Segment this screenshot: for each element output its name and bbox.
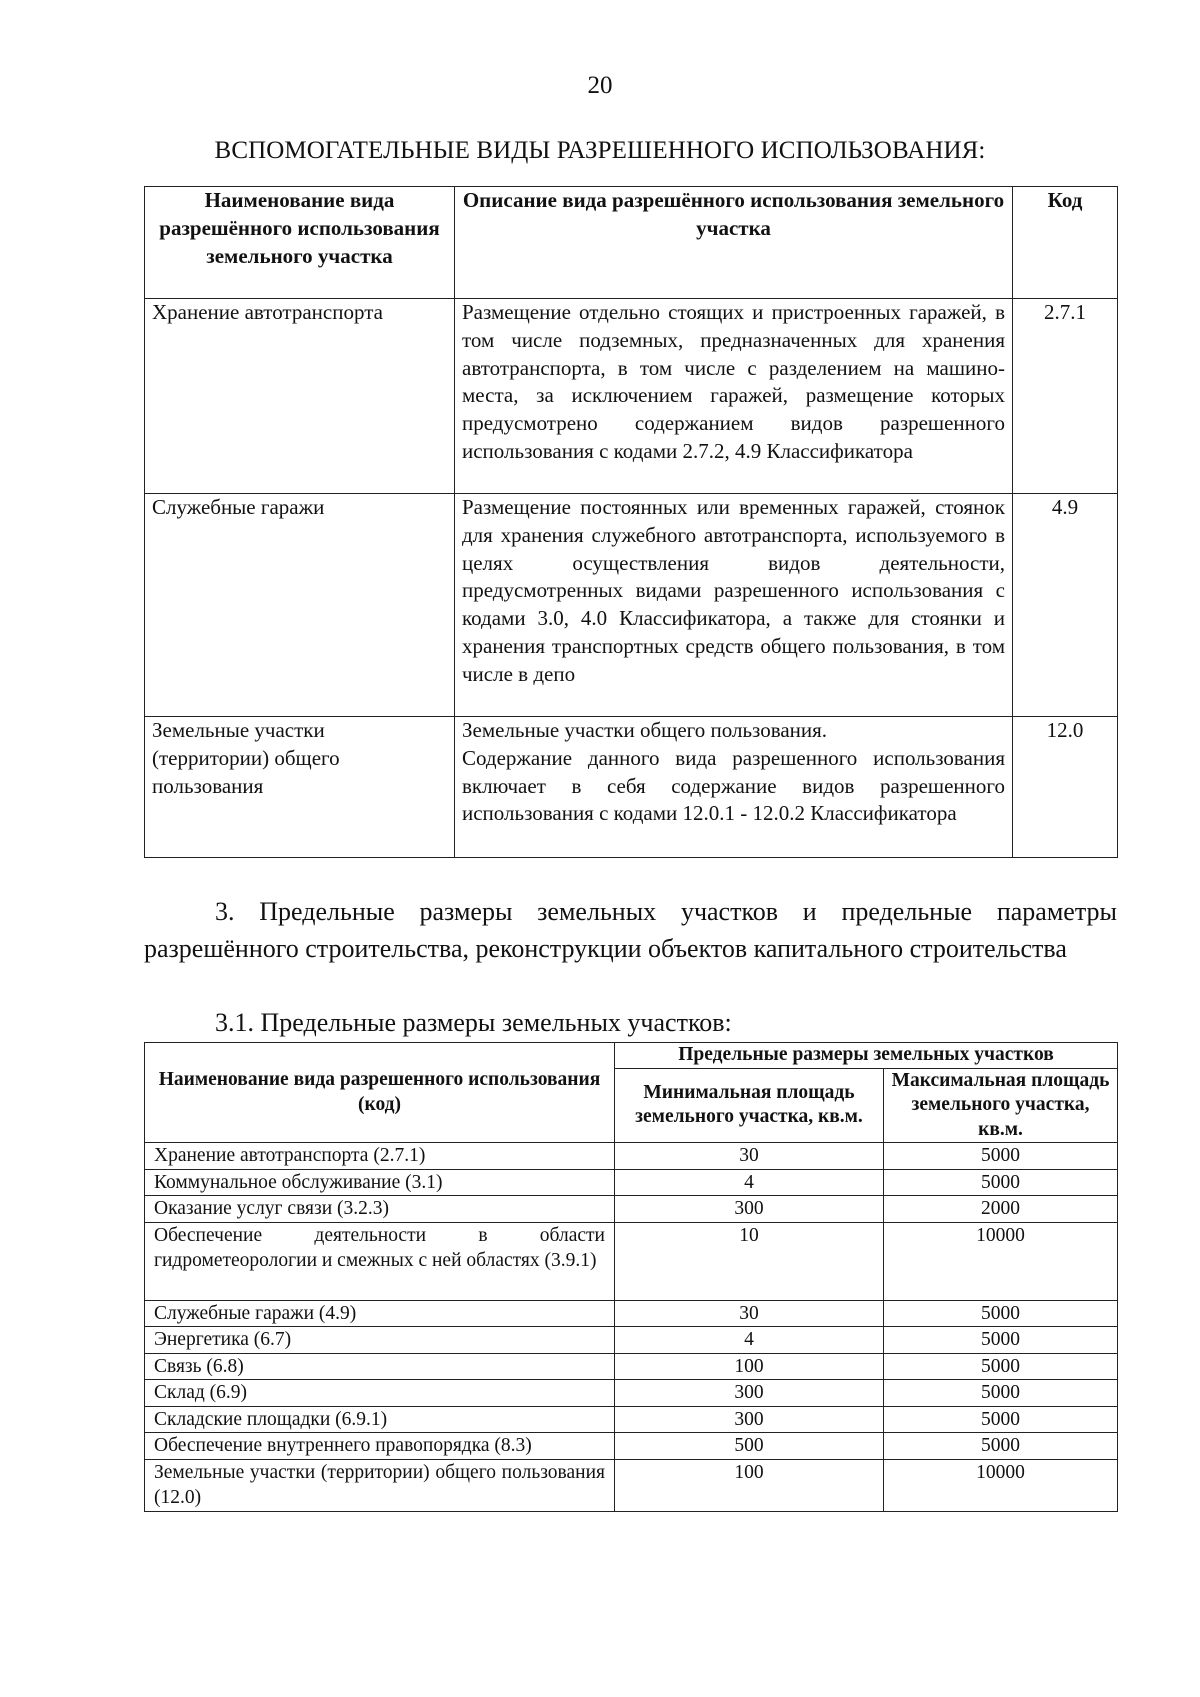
row-min: 10 bbox=[615, 1222, 884, 1300]
plot-size-limits-table bbox=[144, 1042, 1118, 1512]
header-description: Описание вида разрешённого использования земельного участка bbox=[455, 187, 1013, 299]
use-description: Содержание данного вида разрешенного использования включает в себя содержание видов разрешенного использования с кодами 12.0.1 - 12.0.2 Классификатора bbox=[462, 745, 1005, 826]
row-max: 2000 bbox=[884, 1196, 1118, 1223]
table-row bbox=[145, 1433, 1118, 1460]
use-description: Размещение постоянных или временных гаражей, стоянок для хранения служебного автотранспорта, используемого в целях осуществления видов деятельности, предусмотренных видами разрешенного использования с кодами 3.0, 4.0 Классификатора, а также для стоянки и хранения транспортных средств общего пользования, в том числе в депо bbox=[455, 494, 1013, 717]
header-size-limits: Предельные размеры земельных участков bbox=[615, 1043, 1118, 1069]
row-name: Коммунальное обслуживание (3.1) bbox=[145, 1169, 615, 1196]
use-code: 4.9 bbox=[1013, 494, 1118, 717]
permitted-use-table bbox=[144, 186, 1118, 858]
table-row bbox=[145, 1406, 1118, 1433]
header-name: Наименование вида разрешённого использования земельного участка bbox=[145, 187, 455, 299]
row-min: 4 bbox=[615, 1327, 884, 1354]
row-min: 300 bbox=[615, 1196, 884, 1223]
row-name: Складские площадки (6.9.1) bbox=[145, 1406, 615, 1433]
row-min: 30 bbox=[615, 1143, 884, 1170]
table-row bbox=[145, 1380, 1118, 1407]
row-min: 100 bbox=[615, 1459, 884, 1511]
row-max: 5000 bbox=[884, 1380, 1118, 1407]
table-row bbox=[145, 1459, 1118, 1511]
section-3-paragraph: 3. Предельные размеры земельных участков и предельные параметры разрешённого строительства, реконструкции объектов капитального строительства bbox=[144, 897, 1117, 963]
header-code: Код bbox=[1013, 187, 1118, 299]
row-name: Обеспечение деятельности в области гидрометеорологии и смежных с ней областях (3.9.1) bbox=[145, 1222, 615, 1300]
row-max: 10000 bbox=[884, 1222, 1118, 1300]
row-max: 5000 bbox=[884, 1300, 1118, 1327]
table-row bbox=[145, 717, 1118, 858]
row-name: Связь (6.8) bbox=[145, 1353, 615, 1380]
use-code: 12.0 bbox=[1013, 717, 1118, 858]
row-name: Служебные гаражи (4.9) bbox=[145, 1300, 615, 1327]
row-max: 5000 bbox=[884, 1406, 1118, 1433]
table-row bbox=[145, 1300, 1118, 1327]
section-heading: ВСПОМОГАТЕЛЬНЫЕ ВИДЫ РАЗРЕШЕННОГО ИСПОЛЬЗОВАНИЯ: bbox=[214, 137, 986, 164]
page-number: 20 bbox=[587, 72, 613, 99]
row-max: 5000 bbox=[884, 1143, 1118, 1170]
use-description: Размещение отдельно стоящих и пристроенных гаражей, в том числе подземных, предназначенных для хранения автотранспорта, в том числе с разделением на машино-места, за исключением гаражей, размещение которых предусмотрено содержанием видов разрешенного использования с кодами 2.7.2, 4.9 Классификатора bbox=[455, 299, 1013, 494]
row-name: Обеспечение внутреннего правопорядка (8.3) bbox=[145, 1433, 615, 1460]
row-min: 300 bbox=[615, 1406, 884, 1433]
row-min: 4 bbox=[615, 1169, 884, 1196]
row-min: 100 bbox=[615, 1353, 884, 1380]
row-max: 5000 bbox=[884, 1169, 1118, 1196]
row-name: Оказание услуг связи (3.2.3) bbox=[145, 1196, 615, 1223]
row-max: 10000 bbox=[884, 1459, 1118, 1511]
table-row bbox=[145, 1143, 1118, 1170]
use-description-cell bbox=[455, 717, 1013, 858]
header-min-area: Минимальная площадь земельного участка, кв.м. bbox=[615, 1068, 884, 1143]
table-row bbox=[145, 1353, 1118, 1380]
row-min: 300 bbox=[615, 1380, 884, 1407]
use-code: 2.7.1 bbox=[1013, 299, 1118, 494]
use-description-line1: Земельные участки общего пользования. bbox=[462, 718, 828, 742]
table-row bbox=[145, 1169, 1118, 1196]
use-name: Служебные гаражи bbox=[145, 494, 455, 717]
table-row bbox=[145, 299, 1118, 494]
row-name: Склад (6.9) bbox=[145, 1380, 615, 1407]
row-max: 5000 bbox=[884, 1433, 1118, 1460]
table-row bbox=[145, 1196, 1118, 1223]
table-row bbox=[145, 1327, 1118, 1354]
row-min: 500 bbox=[615, 1433, 884, 1460]
header-max-area: Максимальная площадь земельного участка, кв.м. bbox=[884, 1068, 1118, 1143]
row-name: Энергетика (6.7) bbox=[145, 1327, 615, 1354]
row-min: 30 bbox=[615, 1300, 884, 1327]
row-max: 5000 bbox=[884, 1327, 1118, 1354]
subsection-3-1-title: 3.1. Предельные размеры земельных участков: bbox=[215, 1008, 732, 1037]
use-name: Хранение автотранспорта bbox=[145, 299, 455, 494]
row-name: Хранение автотранспорта (2.7.1) bbox=[145, 1143, 615, 1170]
row-name: Земельные участки (территории) общего пользования (12.0) bbox=[145, 1459, 615, 1511]
use-name: Земельные участки (территории) общего пользования bbox=[145, 717, 455, 858]
header-use-name: Наименование вида разрешенного использования (код) bbox=[145, 1043, 615, 1143]
table-row bbox=[145, 494, 1118, 717]
table-row bbox=[145, 1222, 1118, 1300]
row-max: 5000 bbox=[884, 1353, 1118, 1380]
